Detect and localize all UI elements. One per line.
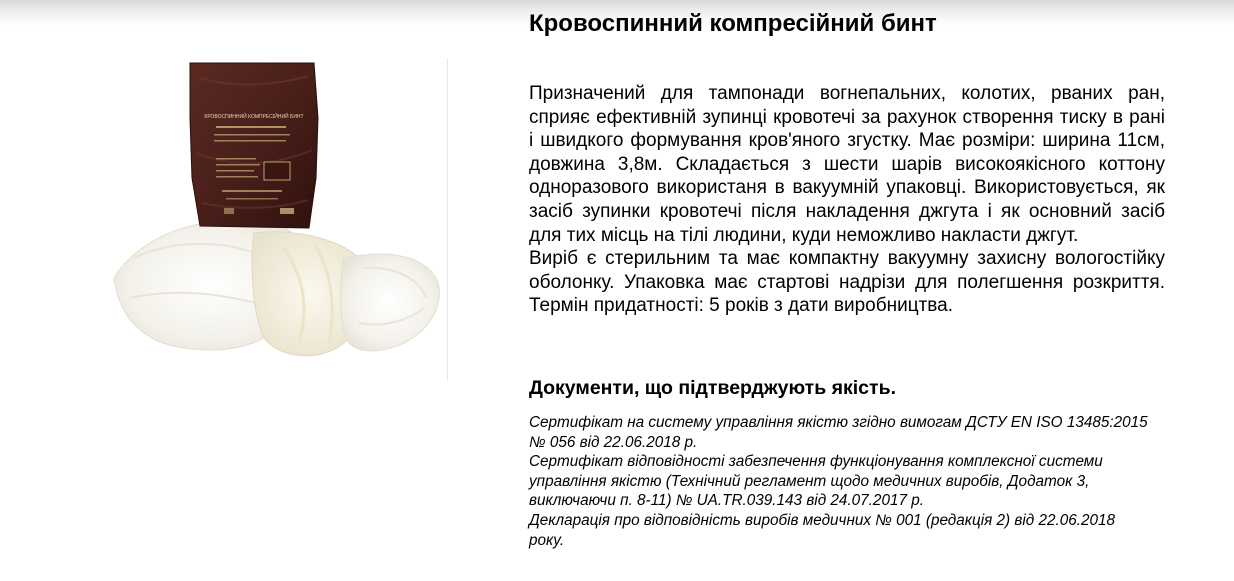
documents-list [529, 413, 1149, 550]
description-paragraph: Виріб є стерильним та має компактну вакуумну захисну вологостійку оболонку. Упаковка має стартові надрізи для полегшення розкриття. Термін придатності: 5 років з дати виробництва. [529, 248, 1165, 317]
product-image[interactable] [104, 58, 448, 380]
image-divider [447, 58, 448, 380]
package-label: КРОВОСПИННИЙ КОМПРЕСІЙНИЙ БИНТ [204, 114, 304, 120]
document-item: Сертифікат відповідності забезпечення функціонування комплексної системи управління якістю (Технічний регламент щодо медичних виробів, Додаток 3, виключаючи п. 8-11) № UA.TR.039.143 від 24.07.2017 р. [529, 453, 1103, 510]
product-description [529, 82, 1165, 318]
documents-heading: Документи, що підтверджують якість. [529, 377, 896, 399]
document-item: Сертифікат на систему управління якістю згідно вимогам ДСТУ EN ISO 13485:2015 № 056 від 22.06.2018 р. [529, 414, 1148, 451]
product-photo [104, 58, 448, 380]
description-paragraph: Призначений для тампонади вогнепальних, колотих, рваних ран, сприяє ефективній зупинці кровотечі за рахунок створення тиску в рані і швидкого формування кров'яного згустку. Має розміри: ширина 11см, довжина 3,8м. Складається з шести шарів високоякісного коттону одноразового використаня в вакуумній упаковці. Використовується, як засіб зупинки кровотечі після накладення джгута і як основний засіб для тих місць на тілі людини, куди неможливо накласти джгут. [529, 83, 1165, 246]
page-title: Кровоспинний компресійний бинт [529, 10, 937, 37]
document-item: Декларація про відповідність виробів медичних № 001 (редакція 2) від 22.06.2018 року. [529, 511, 1116, 549]
